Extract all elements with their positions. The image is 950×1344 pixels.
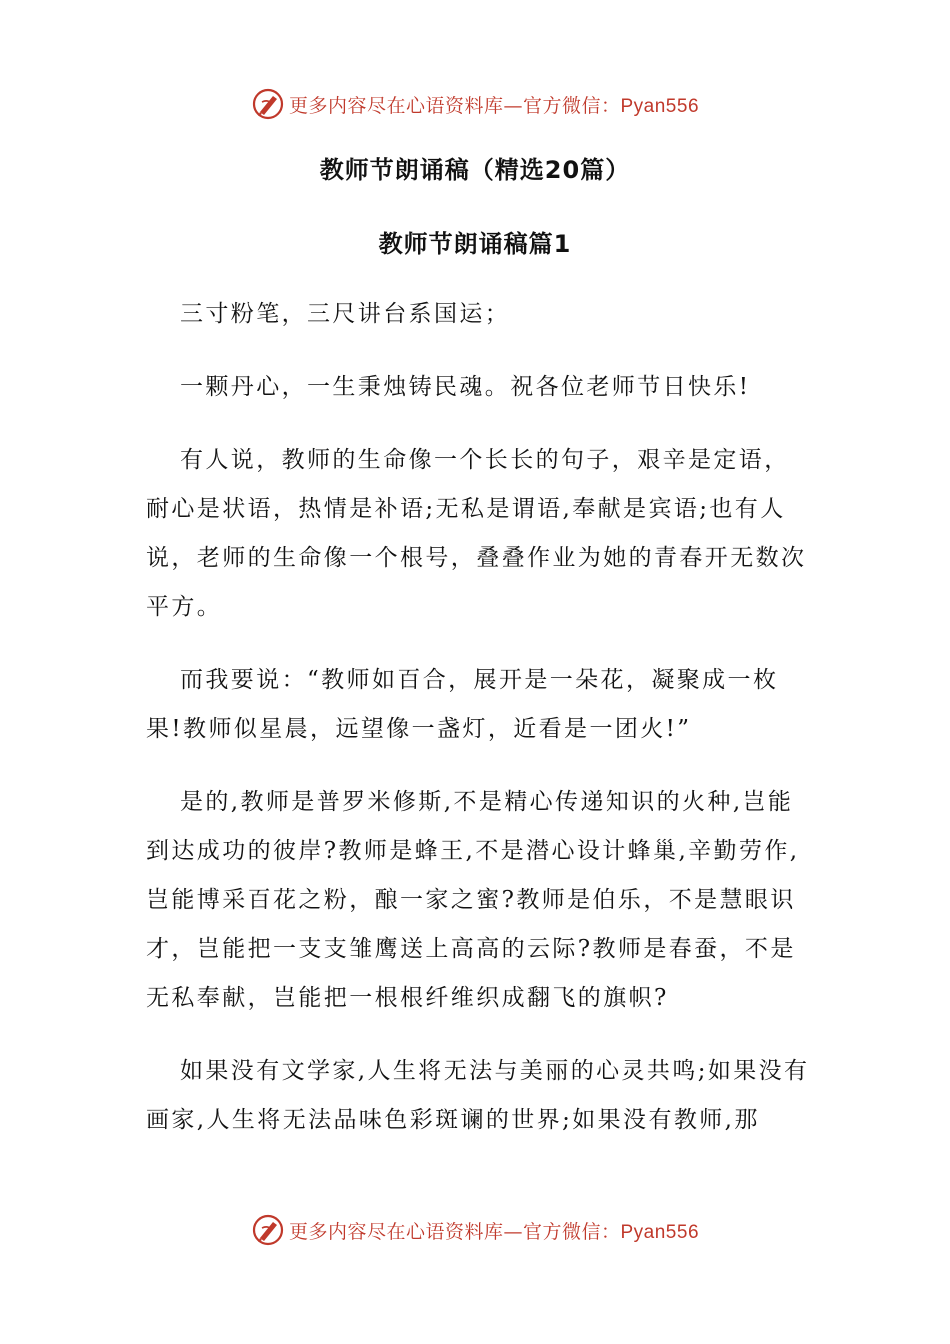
paragraph-5: 是的,教师是普罗米修斯,不是精心传递知识的火种,岂能到达成功的彼岸?教师是蜂王,不是潜心设计蜂巢,辛勤劳作,岂能博采百花之粉，酿一家之蜜?教师是伯乐，不是慧眼识才，岂能把一支支雏鹰送上高高的云际?教师是春蚕，不是无私奉献，岂能把一根根纤维织成翻飞的旗帜? xyxy=(146,789,800,1011)
document-body xyxy=(146,290,810,1169)
banner-dash: — xyxy=(503,94,523,117)
footer-banner xyxy=(0,1208,950,1252)
pen-nib-logo-icon xyxy=(251,87,285,121)
footer-banner-dash: — xyxy=(503,1220,523,1243)
footer-banner-text: 更多内容尽在心语资料库 xyxy=(288,1220,504,1243)
footer-banner-wechat-label: 官方微信： xyxy=(522,1220,621,1243)
banner-wechat-label: 官方微信： xyxy=(522,94,621,117)
banner-text: 更多内容尽在心语资料库 xyxy=(288,94,504,117)
footer-banner-wechat-id: Pyan556 xyxy=(620,1221,700,1243)
header-banner xyxy=(0,82,950,126)
document-title: 教师节朗诵稿（精选20篇） xyxy=(319,156,631,184)
paragraph-2: 一颗丹心，一生秉烛铸民魂。祝各位老师节日快乐! xyxy=(180,374,751,400)
paragraph-6: 如果没有文学家,人生将无法与美丽的心灵共鸣;如果没有画家,人生将无法品味色彩斑谰的世界;如果没有教师,那 xyxy=(146,1058,810,1133)
pen-nib-logo-icon xyxy=(251,1213,285,1247)
paragraph-4: 而我要说：“教师如百合，展开是一朵花，凝聚成一枚果!教师似星晨，远望像一盏灯，近看是一团火!” xyxy=(146,667,779,742)
paragraph-1: 三寸粉笔，三尺讲台系国运； xyxy=(180,301,511,327)
paragraph-3: 有人说，教师的生命像一个长长的句子，艰辛是定语，耐心是状语，热情是补语;无私是谓语,奉献是宾语;也有人说，老师的生命像一个根号，叠叠作业为她的青春开无数次平方。 xyxy=(146,447,807,620)
banner-wechat-id: Pyan556 xyxy=(620,95,700,117)
section-title: 教师节朗诵稿篇1 xyxy=(378,230,572,258)
